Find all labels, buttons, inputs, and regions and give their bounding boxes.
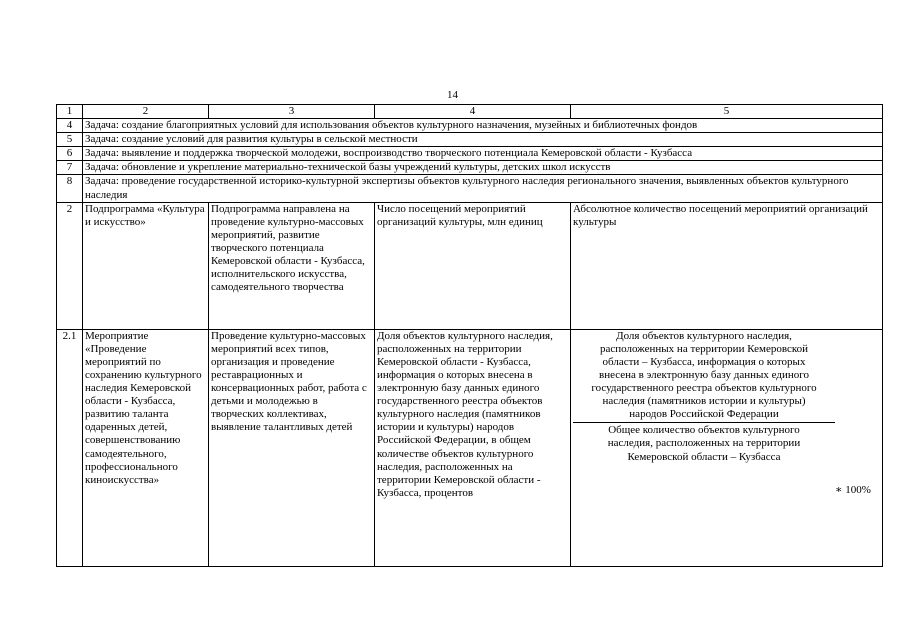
task-text: Задача: создание благоприятных условий для использования объектов культурного назначения, музейных и библиотечных фондов [83, 119, 883, 133]
header-cell: 2 [83, 105, 209, 119]
indicator-formula [571, 329, 883, 566]
subprogram-name: Подпрограмма «Культура и искусство» [83, 202, 209, 329]
row-number: 4 [57, 119, 83, 133]
measure-description: Проведение культурно-массовых мероприятий всех типов, организация и проведение реставрационных и консервационных работ, работа с детьми и молодежью в творческих коллективах, выявление талантливых детей [209, 329, 375, 566]
task-row [57, 147, 883, 161]
header-row [57, 105, 883, 119]
subprogram-description: Подпрограмма направлена на проведение культурно-массовых мероприятий, развитие творческого потенциала Кемеровской области - Кузбасса, исполнительского искусства, самодеятельного творчества [209, 202, 375, 329]
header-cell: 3 [209, 105, 375, 119]
fraction [573, 329, 871, 496]
formula-denominator: Общее количество объектов культурного наследия, расположенных на территории Кемеровской области – Кузбасса [607, 424, 801, 463]
header-cell: 5 [571, 105, 883, 119]
measure-row [57, 329, 883, 566]
row-number: 8 [57, 175, 83, 202]
header-cell: 4 [375, 105, 571, 119]
row-number: 6 [57, 147, 83, 161]
program-table [56, 104, 883, 567]
task-text: Задача: выявление и поддержка творческой молодежи, воспроизводство творческого потенциала Кемеровской области - Кузбасса [83, 147, 883, 161]
row-number: 5 [57, 133, 83, 147]
task-row [57, 119, 883, 133]
row-number: 7 [57, 161, 83, 175]
formula-multiplier: ∗ 100% [835, 483, 871, 496]
task-text: Задача: проведение государственной историко-культурной экспертизы объектов культурного наследия регионального значения, выявленных объектов культурного наследия [83, 175, 883, 202]
indicator-name: Доля объектов культурного наследия, расположенных на территории Кемеровской области - Кузбасса, информация о которых внесена в электронную базу данных единого государственного реестра объектов культурного наследия (памятников истории и культуры) народов Российской Федерации, в общем количестве объектов культурного наследия, расположенных на территории Кемеровской области - Кузбасса, процентов [375, 329, 571, 566]
task-row [57, 161, 883, 175]
task-text: Задача: создание условий для развития культуры в сельской местности [83, 133, 883, 147]
row-number: 2 [57, 202, 83, 329]
fraction-bar [573, 422, 835, 423]
task-row [57, 175, 883, 202]
task-row [57, 133, 883, 147]
page-number: 14 [447, 89, 458, 101]
indicator-name: Число посещений мероприятий организаций культуры, млн единиц [375, 202, 571, 329]
row-number: 2.1 [57, 329, 83, 566]
indicator-method: Абсолютное количество посещений мероприятий организаций культуры [571, 202, 883, 329]
task-text: Задача: обновление и укрепление материально-технической базы учреждений культуры, детских школ искусств [83, 161, 883, 175]
subprogram-row [57, 202, 883, 329]
measure-name: Мероприятие «Проведение мероприятий по сохранению культурного наследия Кемеровской области - Кузбасса, развитию таланта одаренных детей, совершенствованию самодеятельного, профессионального киноискусства» [83, 329, 209, 566]
formula-numerator: Доля объектов культурного наследия, расположенных на территории Кемеровской области – Кузбасса, информация о которых внесена в электронную базу данных единого государственного реестра объектов культурного наследия (памятников истории и культуры) народов Российской Федерации [591, 329, 817, 421]
header-cell: 1 [57, 105, 83, 119]
